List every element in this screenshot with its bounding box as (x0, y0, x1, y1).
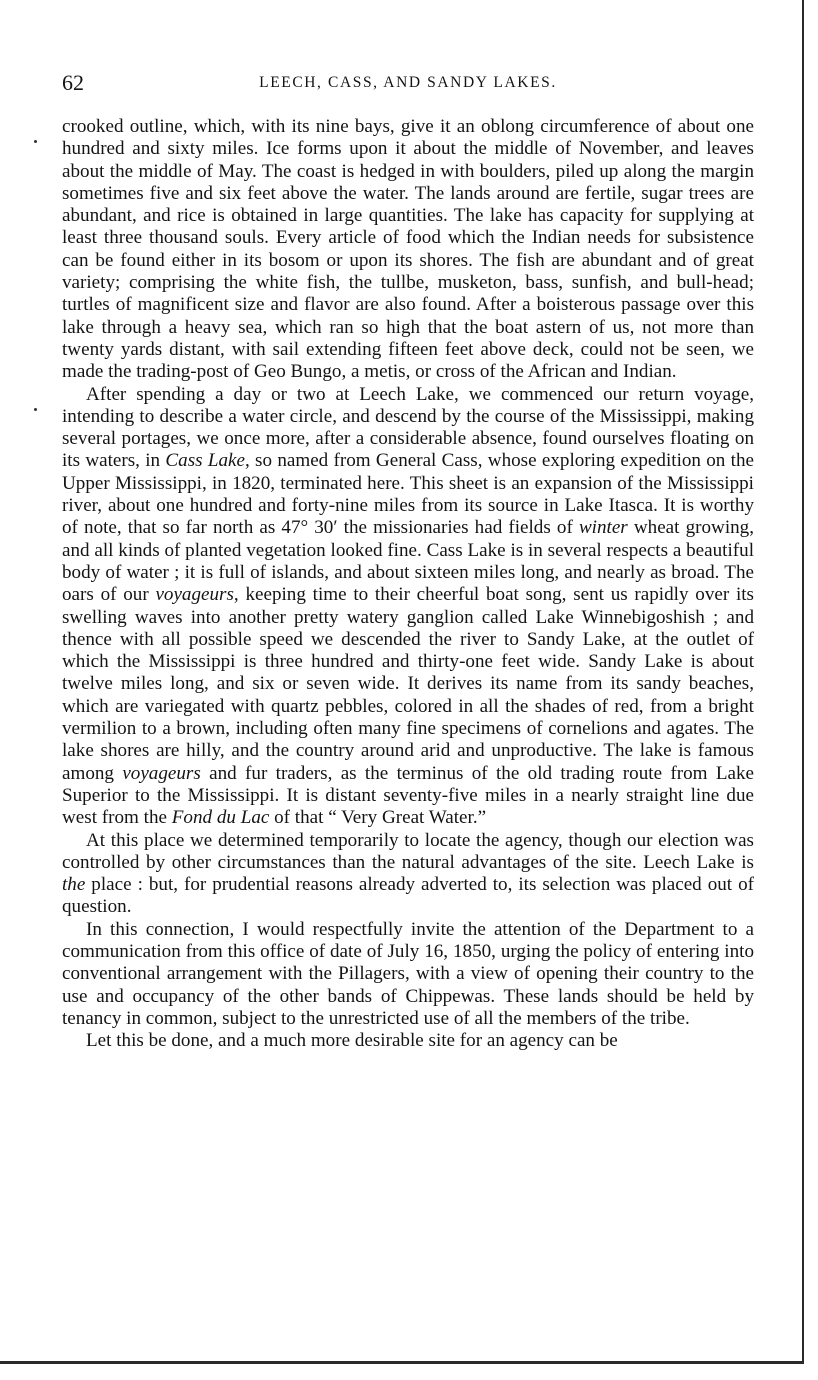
paragraph (62, 384, 754, 830)
text-run: Let this be done, and a much more desirable site for an agency can be (86, 1030, 618, 1052)
italic-text: voyageurs (155, 584, 234, 606)
paragraph (62, 1030, 754, 1052)
text-run: wheat growing, and all kinds of planted vegetation looked fine. Cass Lake is in several respects a beautiful body of water ; it is full of islands, and about sixteen miles long, and nearly as broad. The oars of our (62, 517, 754, 606)
margin-speck (34, 408, 37, 411)
paragraph (62, 116, 754, 384)
page-edge-right (802, 0, 804, 1362)
body-text (62, 116, 754, 1052)
italic-text: the (62, 874, 86, 896)
italic-text: Cass Lake (165, 450, 245, 472)
text-run: and fur traders, as the terminus of the old trading route from Lake Superior to the Mississippi. It is distant seventy-five miles in a nearly straight line due west from the (62, 762, 754, 829)
page-number: 62 (62, 70, 84, 95)
paragraph (62, 830, 754, 919)
italic-text: Fond du Lac (171, 807, 270, 829)
page-header (62, 70, 754, 102)
margin-speck (34, 140, 37, 143)
text-run: After spending a day or two at Leech Lake, we commenced our return voyage, intending to describe a water circle, and descend by the course of the Mississippi, making several portages, we once more, after a considerable absence, found ourselves floating on its waters, in (62, 383, 754, 472)
text-run: In this connection, I would respectfully invite the attention of the Department to a communication from this office of date of July 16, 1850, urging the policy of entering into conventional arrangement with the Pillagers, with a view of opening their country to the use and occupancy of the other bands of Chippewas. These lands should be held by tenancy in common, subject to the unrestricted use of all the members of the tribe. (62, 918, 754, 1029)
text-run: of that “ Very Great Water.” (269, 807, 487, 829)
text-run: crooked outline, which, with its nine bays, give it an oblong circumference of about one hundred and sixty miles. Ice forms upon it about the middle of November, and leaves about the middle of May. The coast is hedged in with boulders, piled up along the margin sometimes five and six feet above the water. The lands around are fertile, sugar trees are abundant, and rice is obtained in large quantities. The lake has capacity for supplying at least three thousand souls. Every article of food which the Indian needs for subsistence can be found either in its bosom or upon its shores. The fish are abundant and of great variety; comprising the white fish, the tullbe, musketon, bass, sunfish, and bull-head; turtles of magnificent size and flavor are also found. After a boisterous passage over this lake through a heavy sea, which ran so high that the boat astern of us, not more than twenty yards distant, with sail extending fifteen feet above deck, could not be seen, we made the trading-post of Geo Bungo, a metis, or cross of the African and Indian. (62, 116, 754, 383)
text-run: place : but, for prudential reasons already adverted to, its selection was placed out of question. (62, 874, 754, 918)
text-run: , so named from General Cass, whose exploring expedition on the Upper Mississippi, in 1820, terminated here. This sheet is an expansion of the Mississippi river, about one hundred and forty-nine miles from its source in Lake Itasca. It is worthy of note, that so far north as 47° 30′ the missionaries had fields of (62, 450, 754, 539)
italic-text: voyageurs (122, 762, 201, 784)
text-run: , keeping time to their cheerful boat song, sent us rapidly over its swelling waves into another pretty watery ganglion called Lake Winnebigoshish ; and thence with all possible speed we descended the river to Sandy Lake, at the outlet of which the Mississippi is three hundred and thirty-one feet wide. Sandy Lake is about twelve miles long, and six or seven wide. It derives its name from its sandy beaches, which are variegated with quartz pebbles, colored in all the shades of red, from a bright vermilion to a brown, including often many fine specimens of cornelions and agates. The lake shores are hilly, and the country around arid and unproductive. The lake is famous among (62, 584, 754, 784)
running-head: LEECH, CASS, AND SANDY LAKES. (259, 74, 557, 91)
page-edge-bottom (0, 1361, 804, 1364)
text-run: At this place we determined temporarily to locate the agency, though our election was controlled by other circumstances than the natural advantages of the site. Leech Lake is (62, 829, 754, 873)
paragraph (62, 919, 754, 1030)
italic-text: winter (578, 517, 628, 539)
